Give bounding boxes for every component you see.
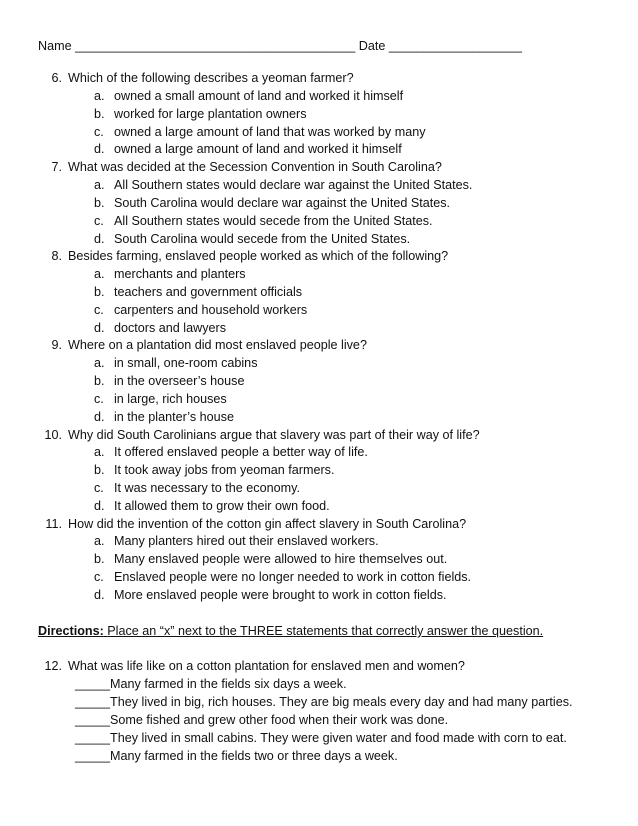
question-text: Which of the following describes a yeoman farmer? (68, 71, 354, 85)
option-text: Many planters hired out their enslaved workers. (114, 534, 379, 548)
question-12 (38, 658, 465, 674)
option-text: South Carolina would declare war against the United States. (114, 196, 451, 210)
question-number: 8. (51, 249, 62, 263)
question-text: Why did South Carolinians argue that slavery was part of their way of life? (68, 428, 480, 442)
option-text: Many enslaved people were allowed to hire themselves out. (114, 552, 448, 566)
option-letter: d. (94, 588, 105, 602)
option-text: doctors and lawyers (114, 321, 226, 335)
option-text: worked for large plantation owners (114, 107, 307, 121)
question-number: 6. (51, 71, 62, 85)
option-text: in the planter’s house (114, 410, 234, 424)
option-text: owned a small amount of land and worked it himself (114, 89, 404, 103)
option-letter: b. (94, 552, 105, 566)
name-blank[interactable]: ________________________________________ (75, 39, 356, 53)
option-letter: d. (94, 321, 105, 335)
option-text: It was necessary to the economy. (114, 481, 300, 495)
option-7a[interactable] (94, 177, 472, 193)
statement-1[interactable]: _____Many farmed in the fields six days a week. (75, 677, 347, 691)
name-date-header (38, 38, 522, 54)
option-6c[interactable] (94, 124, 426, 140)
name-label: Name (38, 39, 72, 53)
option-10a[interactable] (94, 444, 368, 460)
option-9a[interactable] (94, 355, 258, 371)
option-text: It took away jobs from yeoman farmers. (114, 463, 335, 477)
option-letter: c. (94, 392, 104, 406)
option-letter: a. (94, 267, 105, 281)
option-8c[interactable] (94, 302, 307, 318)
question-text: What was life like on a cotton plantation for enslaved men and women? (68, 659, 465, 673)
option-6b[interactable] (94, 106, 307, 122)
option-text: More enslaved people were brought to work in cotton fields. (114, 588, 447, 602)
option-9c[interactable] (94, 391, 227, 407)
option-text: in the overseer’s house (114, 374, 245, 388)
option-11a[interactable] (94, 533, 379, 549)
option-10d[interactable] (94, 498, 330, 514)
directions (38, 623, 543, 639)
option-letter: d. (94, 142, 105, 156)
option-letter: b. (94, 107, 105, 121)
statement-3[interactable]: _____Some fished and grew other food when their work was done. (75, 713, 449, 727)
option-8b[interactable] (94, 284, 302, 300)
option-letter: b. (94, 285, 105, 299)
option-letter: c. (94, 214, 104, 228)
option-10c[interactable] (94, 480, 300, 496)
question-7 (38, 159, 442, 175)
date-blank[interactable]: ___________________ (388, 39, 522, 53)
option-text: merchants and planters (114, 267, 246, 281)
statement-5[interactable]: _____Many farmed in the fields two or three days a week. (75, 749, 398, 763)
question-text: Where on a plantation did most enslaved people live? (68, 338, 367, 352)
question-11 (38, 516, 466, 532)
option-8a[interactable] (94, 266, 246, 282)
option-text: carpenters and household workers (114, 303, 308, 317)
question-6 (38, 70, 354, 86)
option-letter: d. (94, 410, 105, 424)
option-8d[interactable] (94, 320, 226, 336)
option-text: South Carolina would secede from the United States. (114, 232, 411, 246)
option-6a[interactable] (94, 88, 403, 104)
option-6d[interactable] (94, 141, 402, 157)
option-letter: b. (94, 463, 105, 477)
question-number: 7. (51, 160, 62, 174)
option-text: It allowed them to grow their own food. (114, 499, 330, 513)
option-text: in large, rich houses (114, 392, 227, 406)
directions-text: Place an “x” next to the THREE statements that correctly answer the question. (107, 624, 544, 638)
option-7c[interactable] (94, 213, 433, 229)
option-letter: b. (94, 196, 105, 210)
option-letter: d. (94, 232, 105, 246)
option-letter: a. (94, 89, 105, 103)
option-letter: a. (94, 178, 105, 192)
option-11b[interactable] (94, 551, 447, 567)
question-number: 11. (45, 517, 62, 531)
question-text: What was decided at the Secession Convention in South Carolina? (68, 160, 442, 174)
question-number: 10. (44, 428, 62, 442)
option-9d[interactable] (94, 409, 234, 425)
option-10b[interactable] (94, 462, 334, 478)
question-text: Besides farming, enslaved people worked as which of the following? (68, 249, 449, 263)
option-letter: c. (94, 125, 104, 139)
option-7d[interactable] (94, 231, 410, 247)
statement-2[interactable]: _____They lived in big, rich houses. They are big meals every day and had many parties. (75, 695, 573, 709)
date-label: Date (358, 39, 386, 53)
option-letter: a. (94, 356, 105, 370)
option-letter: c. (94, 570, 104, 584)
option-11c[interactable] (94, 569, 471, 585)
question-9 (38, 337, 367, 353)
option-text: All Southern states would secede from the United States. (114, 214, 433, 228)
option-text: All Southern states would declare war against the United States. (114, 178, 473, 192)
option-letter: d. (94, 499, 105, 513)
option-text: teachers and government officials (114, 285, 303, 299)
option-text: owned a large amount of land and worked it himself (114, 142, 402, 156)
option-9b[interactable] (94, 373, 244, 389)
option-text: in small, one-room cabins (114, 356, 258, 370)
option-letter: c. (94, 481, 104, 495)
option-7b[interactable] (94, 195, 450, 211)
option-text: owned a large amount of land that was worked by many (114, 125, 426, 139)
option-text: Enslaved people were no longer needed to work in cotton fields. (114, 570, 472, 584)
option-letter: b. (94, 374, 105, 388)
option-letter: a. (94, 534, 105, 548)
option-11d[interactable] (94, 587, 447, 603)
option-letter: c. (94, 303, 104, 317)
option-letter: a. (94, 445, 105, 459)
statement-4[interactable]: _____They lived in small cabins. They were given water and food made with corn to eat. (75, 731, 567, 745)
question-8 (38, 248, 448, 264)
question-number: 9. (51, 338, 62, 352)
option-text: It offered enslaved people a better way of life. (114, 445, 368, 459)
question-text: How did the invention of the cotton gin affect slavery in South Carolina? (68, 517, 467, 531)
directions-label: Directions: (38, 624, 104, 638)
question-10 (38, 427, 480, 443)
question-number: 12. (44, 659, 62, 673)
